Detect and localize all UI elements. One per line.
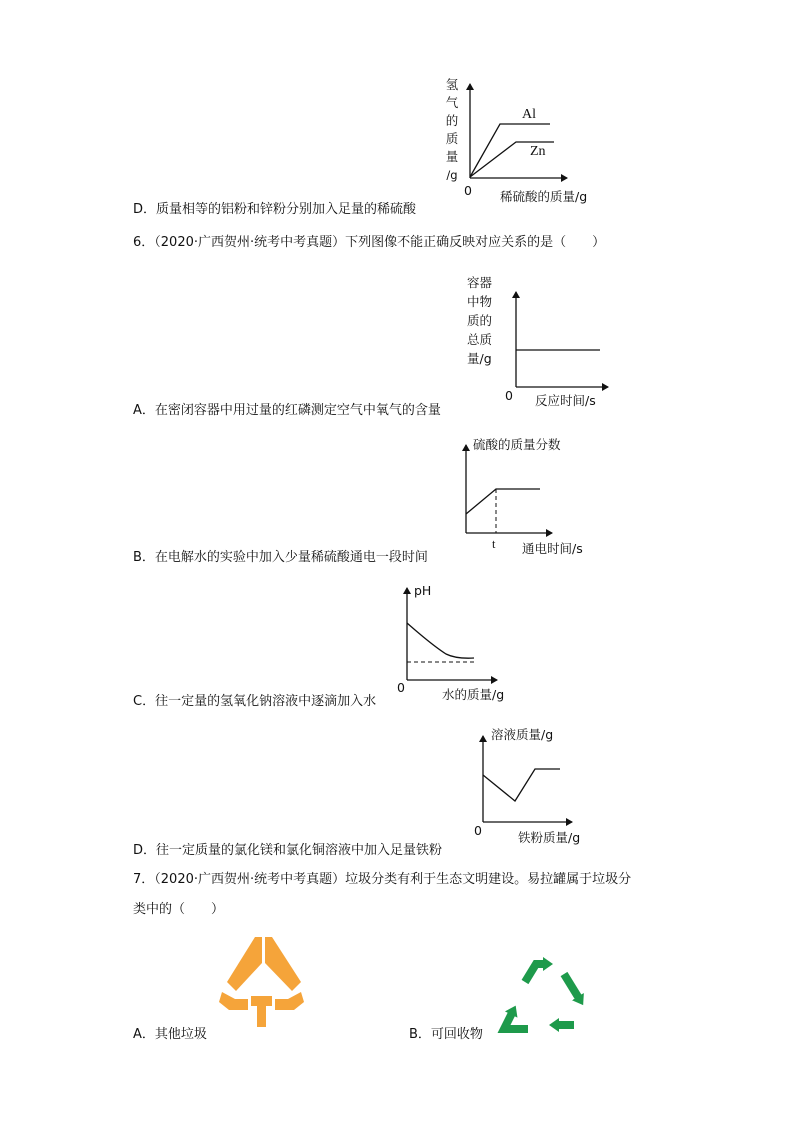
q6-option-b: B．在电解水的实验中加入少量稀硫酸通电一段时间 (133, 550, 428, 565)
q7-option-b: B．可回收物 (409, 1027, 483, 1042)
q7-option-a: A．其他垃圾 (133, 1027, 207, 1042)
q6d-xlabel: 铁粉质量/g (518, 830, 581, 845)
q6a-origin: 0 (505, 388, 513, 403)
q6d-ylabel: 溶液质量/g (491, 727, 554, 742)
graph-q6b (466, 445, 552, 533)
q6c-xlabel: 水的质量/g (442, 687, 505, 702)
recycle-icon (504, 964, 580, 1029)
graph-q5d (470, 84, 567, 178)
q5d-ylabel: 氢 气 的 质 量 /g (445, 77, 459, 182)
q6d-solution-line (483, 769, 560, 801)
q6d-origin: 0 (474, 823, 482, 838)
q5-option-d: D．质量相等的铝粉和锌粉分别加入足量的稀硫酸 (133, 202, 417, 217)
graph-q6d (483, 736, 572, 822)
q6-question: 6．（2020·广西贺州·统考中考真题）下列图像不能正确反映对应关系的是（ ） (133, 235, 606, 250)
q6b-fraction-line (466, 489, 540, 514)
q6-option-a: A．在密闭容器中用过量的红磷测定空气中氧气的含量 (133, 403, 441, 418)
q6b-ylabel: 硫酸的质量分数 (473, 437, 561, 452)
q6-option-c: C．往一定量的氢氧化钠溶液中逐滴加入水 (133, 694, 377, 709)
q6c-ph-curve (407, 623, 474, 658)
q6a-xlabel: 反应时间/s (535, 393, 596, 408)
q5d-zn-label: Zn (530, 144, 546, 159)
q5d-xlabel: 稀硫酸的质量/g (500, 189, 588, 204)
q6-option-d: D．往一定质量的氯化镁和氯化铜溶液中加入足量铁粉 (133, 843, 443, 858)
q5d-origin: 0 (464, 183, 472, 198)
q6b-xlabel: 通电时间/s (522, 541, 583, 556)
q5d-al-label: Al (522, 107, 536, 122)
q7-question-line1: 7．（2020·广西贺州·统考中考真题）垃圾分类有利于生态文明建设。易拉罐属于垃圾分 (133, 872, 632, 887)
q6a-ylabel: 容器 中物 质的 总质 量/g (467, 275, 493, 366)
other-waste-icon (219, 937, 304, 1027)
q6c-ylabel: pH (414, 583, 432, 598)
graph-q6c (407, 588, 497, 680)
q6b-tick-t: t (492, 537, 496, 551)
graph-q6a (516, 292, 608, 387)
q7-question-line2: 类中的（ ） (133, 902, 225, 917)
q6c-origin: 0 (397, 680, 405, 695)
